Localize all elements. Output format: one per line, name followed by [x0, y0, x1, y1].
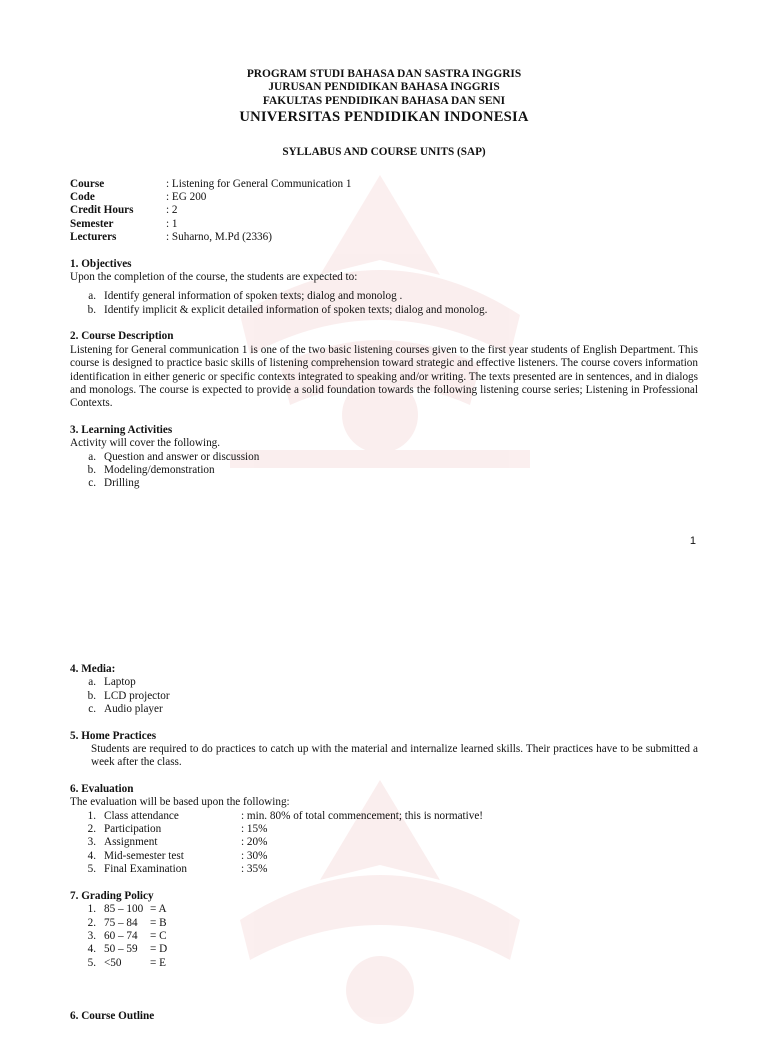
media-title: 4. Media:	[70, 663, 116, 675]
description-text: Listening for General communication 1 is one of the two basic listening courses given to the first year students of English Department. This course is designed to practice basic skills of listening comprehension toward strategic and effective listeners. The course covers information identification in either generic or specific contexts integrated to speaking and/or writing. The texts presented are in sentences, and in dialogs and monologs. The course is expected to provide a solid foundation towards the following listening course series; Listening in Professional Contexts.	[70, 343, 698, 410]
activities-section	[70, 424, 698, 491]
objectives-title: 1. Objectives	[70, 257, 132, 270]
grading-range: 85 – 100	[104, 903, 144, 916]
evaluation-name: Participation	[104, 823, 162, 836]
course-info-row	[70, 231, 698, 244]
list-item	[70, 290, 698, 303]
home-practices-text: Students are required to do practices to catch up with the material and internalize learned skills. Their practices have to be submitted a week after the class.	[91, 743, 698, 769]
evaluation-section	[70, 783, 698, 877]
list-marker: b.	[87, 303, 96, 316]
list-text: Drilling	[104, 477, 140, 490]
grading-section	[70, 890, 698, 970]
grading-row	[70, 957, 698, 970]
info-value: : EG 200	[166, 191, 207, 204]
grading-grade: = C	[150, 929, 167, 942]
page-1	[70, 68, 698, 491]
grading-row	[70, 917, 698, 930]
course-info-row	[70, 204, 698, 217]
evaluation-value: : 15%	[241, 823, 268, 836]
list-item	[70, 464, 698, 477]
evaluation-intro: The evaluation will be based upon the following:	[70, 796, 290, 809]
evaluation-value: : 20%	[241, 836, 268, 849]
grading-row	[70, 943, 698, 956]
evaluation-value: : 30%	[241, 849, 268, 862]
list-marker: 2.	[87, 823, 96, 836]
grading-range: <50	[104, 956, 122, 969]
page-2	[70, 663, 698, 1024]
list-item	[70, 676, 698, 689]
list-marker: 1.	[87, 809, 96, 822]
list-text: Question and answer or discussion	[104, 450, 260, 463]
list-text: Identify general information of spoken texts; dialog and monolog .	[104, 290, 403, 303]
list-text: Identify implicit & explicit detailed information of spoken texts; dialog and monolog.	[104, 303, 488, 316]
grading-grade: = A	[150, 903, 167, 916]
activities-intro: Activity will cover the following.	[70, 437, 221, 450]
grading-grade: = B	[150, 916, 167, 929]
grading-range: 50 – 59	[104, 943, 138, 956]
list-marker: 1.	[87, 903, 96, 916]
evaluation-value: : 35%	[241, 863, 268, 876]
info-label: Credit Hours	[70, 204, 134, 217]
info-value: : Suharno, M.Pd (2336)	[166, 231, 272, 244]
home-practices-section	[70, 730, 698, 770]
list-text: Modeling/demonstration	[104, 463, 215, 476]
header-faculty: FAKULTAS PENDIDIKAN BAHASA DAN SENI	[262, 94, 506, 107]
list-text: Audio player	[104, 703, 163, 716]
list-marker: 2.	[87, 916, 96, 929]
evaluation-name: Assignment	[104, 836, 158, 849]
grading-grade: = D	[150, 943, 168, 956]
evaluation-row	[70, 836, 698, 849]
course-info-row	[70, 191, 698, 204]
header-program: PROGRAM STUDI BAHASA DAN SASTRA INGGRIS	[246, 68, 522, 80]
list-marker: c.	[88, 477, 96, 490]
evaluation-value: : min. 80% of total commencement; this is normative!	[241, 809, 484, 822]
description-section	[70, 330, 698, 410]
list-text: Laptop	[104, 676, 136, 689]
evaluation-name: Class attendance	[104, 809, 179, 822]
course-info-row	[70, 218, 698, 231]
grading-range: 60 – 74	[104, 929, 138, 942]
list-marker: a.	[88, 450, 96, 463]
list-marker: b.	[87, 463, 96, 476]
header-department: JURUSAN PENDIDIKAN BAHASA INGGRIS	[268, 81, 500, 94]
info-label: Semester	[70, 217, 114, 230]
list-item	[70, 451, 698, 464]
info-label: Course	[70, 177, 105, 190]
list-marker: 4.	[87, 943, 96, 956]
list-item	[70, 477, 698, 490]
list-marker: 5.	[87, 863, 96, 876]
evaluation-row	[70, 850, 698, 863]
activities-title: 3. Learning Activities	[70, 423, 173, 436]
list-marker: 3.	[87, 929, 96, 942]
grading-row	[70, 930, 698, 943]
objectives-intro: Upon the completion of the course, the students are expected to:	[70, 271, 358, 284]
list-item	[70, 304, 698, 317]
list-item	[70, 690, 698, 703]
list-item	[70, 703, 698, 716]
objectives-section	[70, 258, 698, 318]
grading-grade: = E	[150, 956, 166, 969]
doc-title: SYLLABUS AND COURSE UNITS (SAP)	[282, 146, 486, 159]
list-marker: a.	[88, 290, 96, 303]
media-section	[70, 663, 698, 717]
page-number: 1	[689, 535, 696, 547]
grading-range: 75 – 84	[104, 916, 138, 929]
header-university: UNIVERSITAS PENDIDIKAN INDONESIA	[239, 109, 529, 126]
list-text: LCD projector	[104, 689, 170, 702]
evaluation-row	[70, 863, 698, 876]
evaluation-title: 6. Evaluation	[70, 782, 134, 795]
course-outline-title: 6. Course Outline	[70, 1010, 155, 1023]
evaluation-row	[70, 810, 698, 823]
list-marker: c.	[88, 703, 96, 716]
course-info	[70, 178, 698, 245]
list-marker: 3.	[87, 836, 96, 849]
grading-title: 7. Grading Policy	[70, 889, 154, 902]
list-marker: a.	[88, 676, 96, 689]
info-label: Lecturers	[70, 231, 117, 244]
home-practices-title: 5. Home Practices	[70, 729, 157, 742]
grading-row	[70, 903, 698, 916]
list-marker: 4.	[87, 849, 96, 862]
list-marker: b.	[87, 689, 96, 702]
course-info-row	[70, 178, 698, 191]
info-label: Code	[70, 191, 95, 204]
info-value: : 1	[166, 217, 178, 230]
evaluation-name: Mid-semester test	[104, 849, 184, 862]
list-marker: 5.	[87, 956, 96, 969]
description-title: 2. Course Description	[70, 330, 174, 343]
evaluation-row	[70, 823, 698, 836]
evaluation-name: Final Examination	[104, 863, 187, 876]
info-value: : Listening for General Communication 1	[166, 177, 352, 190]
info-value: : 2	[166, 204, 178, 217]
